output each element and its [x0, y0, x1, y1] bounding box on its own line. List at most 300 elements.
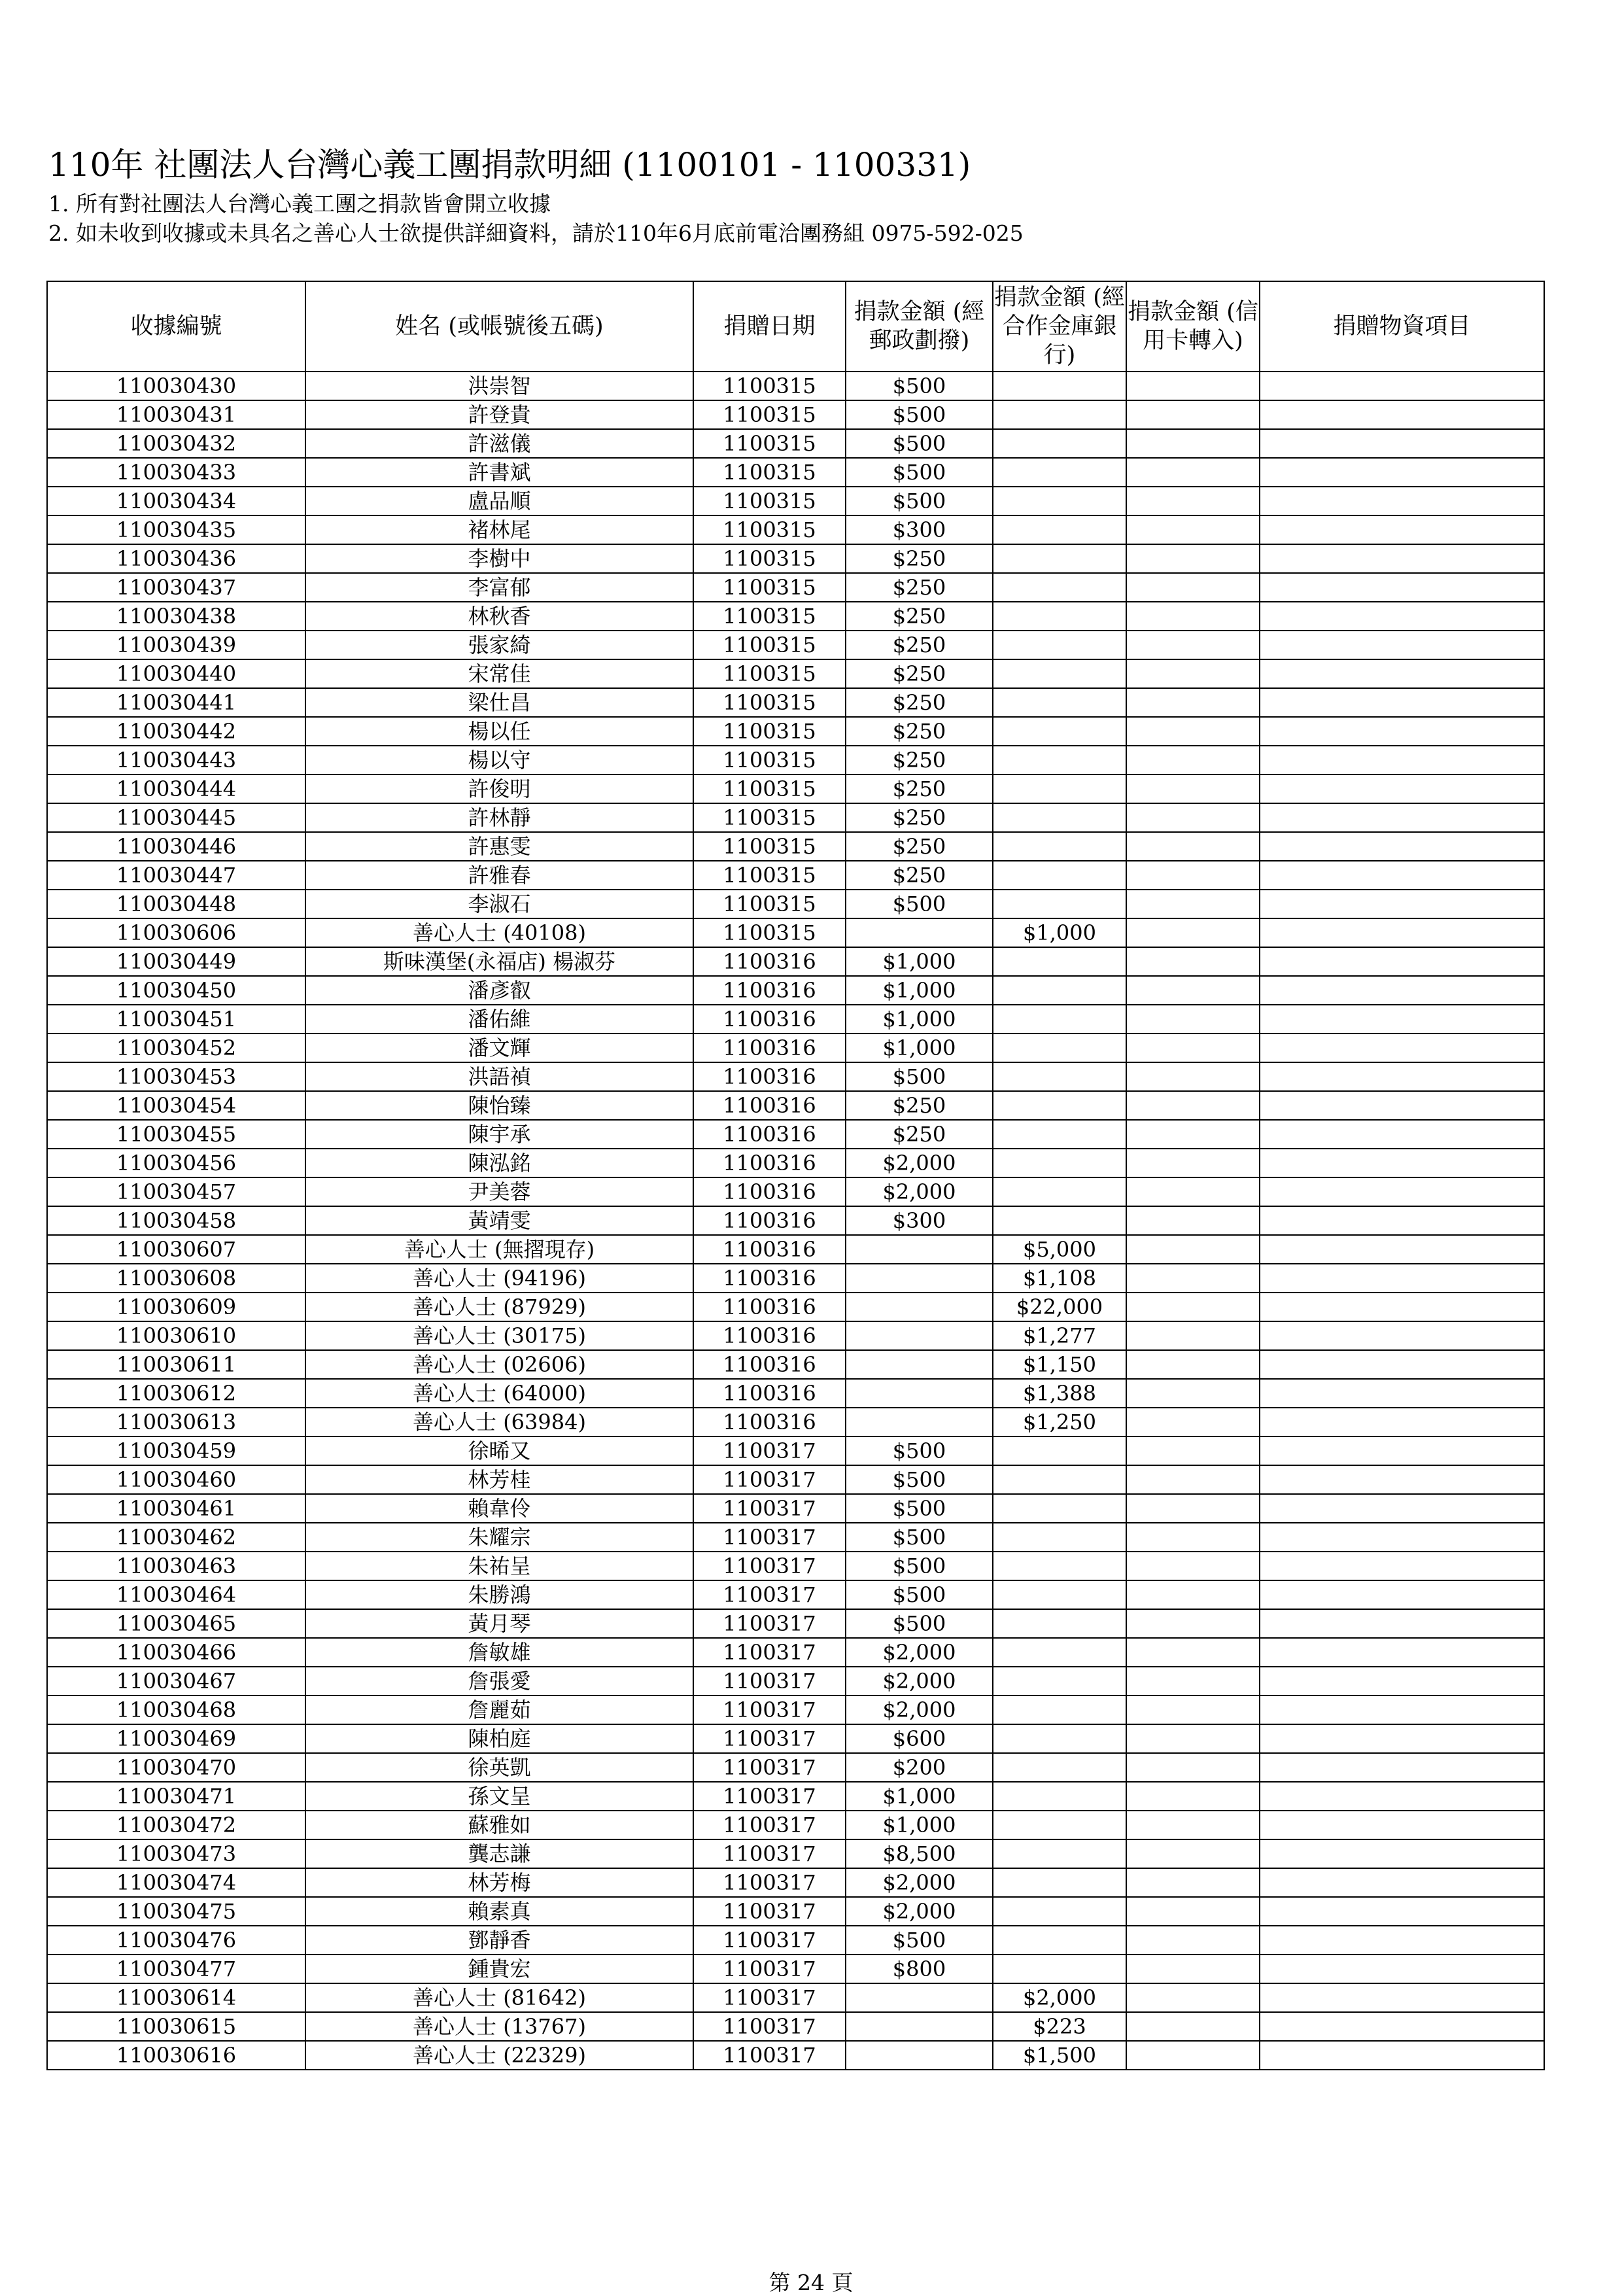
cell-date: 1100317 [693, 1523, 846, 1552]
table-row [47, 1782, 1544, 1811]
cell-receipt-no: 110030460 [47, 1465, 305, 1494]
cell-goods [1260, 1580, 1544, 1609]
cell-postal-amount [846, 1983, 993, 2012]
table-row [47, 890, 1544, 918]
cell-name: 朱勝鴻 [305, 1580, 693, 1609]
cell-credit-card-amount [1126, 458, 1260, 487]
cell-goods [1260, 429, 1544, 458]
cell-receipt-no: 110030615 [47, 2012, 305, 2041]
cell-credit-card-amount [1126, 717, 1260, 746]
cell-name: 徐英凱 [305, 1753, 693, 1782]
cell-postal-amount: $1,000 [846, 1034, 993, 1062]
cell-credit-card-amount [1126, 1523, 1260, 1552]
table-row [47, 1580, 1544, 1609]
cell-goods [1260, 631, 1544, 659]
cell-postal-amount: $500 [846, 458, 993, 487]
cell-credit-card-amount [1126, 1408, 1260, 1436]
table-row [47, 372, 1544, 400]
cell-date: 1100317 [693, 1811, 846, 1839]
cell-date: 1100317 [693, 1926, 846, 1955]
table-row [47, 1177, 1544, 1206]
cell-name: 龔志謙 [305, 1839, 693, 1868]
cell-credit-card-amount [1126, 1350, 1260, 1379]
cell-postal-amount: $250 [846, 602, 993, 631]
cell-name: 褚林尾 [305, 515, 693, 544]
cell-date: 1100316 [693, 1235, 846, 1264]
cell-date: 1100315 [693, 372, 846, 400]
cell-name: 陳怡臻 [305, 1091, 693, 1120]
cell-goods [1260, 1983, 1544, 2012]
cell-bank-amount: $22,000 [993, 1293, 1126, 1321]
cell-name: 尹美蓉 [305, 1177, 693, 1206]
cell-receipt-no: 110030456 [47, 1149, 305, 1177]
cell-date: 1100316 [693, 976, 846, 1005]
cell-name: 林芳梅 [305, 1868, 693, 1897]
cell-name: 許雅春 [305, 861, 693, 890]
cell-postal-amount: $500 [846, 1465, 993, 1494]
note-receipt: 1. 所有對社團法人台灣心義工團之捐款皆會開立收據 [48, 191, 551, 217]
cell-date: 1100317 [693, 1696, 846, 1724]
cell-receipt-no: 110030472 [47, 1811, 305, 1839]
cell-receipt-no: 110030434 [47, 487, 305, 515]
cell-postal-amount: $2,000 [846, 1667, 993, 1696]
cell-name: 楊以任 [305, 717, 693, 746]
cell-name: 潘佑維 [305, 1005, 693, 1034]
cell-credit-card-amount [1126, 1955, 1260, 1983]
cell-postal-amount: $500 [846, 1552, 993, 1580]
cell-credit-card-amount [1126, 400, 1260, 429]
table-row [47, 1436, 1544, 1465]
table-row [47, 1696, 1544, 1724]
table-row [47, 1264, 1544, 1293]
cell-date: 1100316 [693, 1120, 846, 1149]
cell-name: 許滋儀 [305, 429, 693, 458]
cell-date: 1100316 [693, 1034, 846, 1062]
cell-credit-card-amount [1126, 631, 1260, 659]
cell-bank-amount [993, 1206, 1126, 1235]
cell-bank-amount [993, 976, 1126, 1005]
cell-bank-amount [993, 1494, 1126, 1523]
column-header-postal-amount: 捐款金額 (經郵政劃撥) [846, 281, 993, 372]
donation-table [46, 281, 1545, 2070]
cell-postal-amount [846, 1293, 993, 1321]
table-row [47, 458, 1544, 487]
cell-bank-amount [993, 1091, 1126, 1120]
cell-name: 李富郁 [305, 573, 693, 602]
cell-credit-card-amount [1126, 746, 1260, 774]
cell-name: 許俊明 [305, 774, 693, 803]
cell-postal-amount: $500 [846, 372, 993, 400]
cell-credit-card-amount [1126, 659, 1260, 688]
cell-postal-amount [846, 2012, 993, 2041]
cell-credit-card-amount [1126, 688, 1260, 717]
cell-name: 洪語禎 [305, 1062, 693, 1091]
cell-credit-card-amount [1126, 372, 1260, 400]
cell-bank-amount: $1,388 [993, 1379, 1126, 1408]
cell-receipt-no: 110030476 [47, 1926, 305, 1955]
cell-receipt-no: 110030444 [47, 774, 305, 803]
table-row [47, 1638, 1544, 1667]
cell-postal-amount: $250 [846, 774, 993, 803]
cell-goods [1260, 1955, 1544, 1983]
table-row [47, 1897, 1544, 1926]
cell-postal-amount: $250 [846, 746, 993, 774]
table-row [47, 717, 1544, 746]
cell-receipt-no: 110030446 [47, 832, 305, 861]
cell-goods [1260, 1609, 1544, 1638]
cell-bank-amount [993, 1839, 1126, 1868]
cell-goods [1260, 1523, 1544, 1552]
cell-bank-amount [993, 1034, 1126, 1062]
cell-bank-amount [993, 1638, 1126, 1667]
cell-credit-card-amount [1126, 1034, 1260, 1062]
cell-goods [1260, 1839, 1544, 1868]
cell-receipt-no: 110030616 [47, 2041, 305, 2070]
cell-date: 1100316 [693, 1149, 846, 1177]
cell-postal-amount: $1,000 [846, 1811, 993, 1839]
cell-name: 賴韋伶 [305, 1494, 693, 1523]
cell-receipt-no: 110030463 [47, 1552, 305, 1580]
cell-goods [1260, 1206, 1544, 1235]
cell-goods [1260, 1667, 1544, 1696]
cell-credit-card-amount [1126, 1436, 1260, 1465]
cell-postal-amount: $1,000 [846, 1005, 993, 1034]
cell-receipt-no: 110030457 [47, 1177, 305, 1206]
cell-postal-amount: $250 [846, 573, 993, 602]
cell-receipt-no: 110030609 [47, 1293, 305, 1321]
cell-receipt-no: 110030452 [47, 1034, 305, 1062]
cell-date: 1100317 [693, 1465, 846, 1494]
cell-credit-card-amount [1126, 803, 1260, 832]
cell-date: 1100317 [693, 1955, 846, 1983]
table-row [47, 746, 1544, 774]
cell-postal-amount: $250 [846, 1091, 993, 1120]
cell-bank-amount [993, 1696, 1126, 1724]
cell-receipt-no: 110030606 [47, 918, 305, 947]
cell-bank-amount [993, 659, 1126, 688]
cell-name: 宋常佳 [305, 659, 693, 688]
cell-credit-card-amount [1126, 1235, 1260, 1264]
table-row [47, 1552, 1544, 1580]
cell-name: 許登貴 [305, 400, 693, 429]
cell-credit-card-amount [1126, 1811, 1260, 1839]
cell-receipt-no: 110030435 [47, 515, 305, 544]
cell-bank-amount [993, 1724, 1126, 1753]
cell-goods [1260, 2041, 1544, 2070]
cell-goods [1260, 1926, 1544, 1955]
cell-goods [1260, 1293, 1544, 1321]
cell-date: 1100317 [693, 2041, 846, 2070]
cell-name: 孫文呈 [305, 1782, 693, 1811]
table-row [47, 1724, 1544, 1753]
cell-goods [1260, 1753, 1544, 1782]
cell-name: 盧品順 [305, 487, 693, 515]
cell-name: 善心人士 (87929) [305, 1293, 693, 1321]
cell-goods [1260, 1264, 1544, 1293]
cell-credit-card-amount [1126, 890, 1260, 918]
cell-postal-amount [846, 1379, 993, 1408]
cell-goods [1260, 1465, 1544, 1494]
cell-date: 1100317 [693, 1868, 846, 1897]
cell-credit-card-amount [1126, 2012, 1260, 2041]
cell-goods [1260, 1494, 1544, 1523]
cell-name: 陳泓銘 [305, 1149, 693, 1177]
cell-name: 李樹中 [305, 544, 693, 573]
cell-date: 1100316 [693, 1177, 846, 1206]
cell-name: 善心人士 (81642) [305, 1983, 693, 2012]
cell-bank-amount [993, 573, 1126, 602]
cell-receipt-no: 110030471 [47, 1782, 305, 1811]
cell-goods [1260, 861, 1544, 890]
cell-postal-amount: $600 [846, 1724, 993, 1753]
cell-goods [1260, 1062, 1544, 1091]
cell-name: 林秋香 [305, 602, 693, 631]
cell-bank-amount [993, 774, 1126, 803]
cell-credit-card-amount [1126, 602, 1260, 631]
cell-receipt-no: 110030431 [47, 400, 305, 429]
cell-receipt-no: 110030448 [47, 890, 305, 918]
cell-receipt-no: 110030462 [47, 1523, 305, 1552]
cell-name: 黃靖雯 [305, 1206, 693, 1235]
cell-postal-amount: $2,000 [846, 1868, 993, 1897]
cell-postal-amount: $2,000 [846, 1177, 993, 1206]
cell-bank-amount: $1,000 [993, 918, 1126, 947]
table-row [47, 1926, 1544, 1955]
cell-postal-amount: $8,500 [846, 1839, 993, 1868]
cell-name: 梁仕昌 [305, 688, 693, 717]
cell-date: 1100316 [693, 1321, 846, 1350]
cell-date: 1100316 [693, 1293, 846, 1321]
cell-date: 1100317 [693, 1753, 846, 1782]
cell-name: 鍾貴宏 [305, 1955, 693, 1983]
cell-name: 許林靜 [305, 803, 693, 832]
cell-postal-amount: $300 [846, 1206, 993, 1235]
cell-goods [1260, 400, 1544, 429]
cell-postal-amount: $250 [846, 861, 993, 890]
cell-goods [1260, 573, 1544, 602]
cell-bank-amount: $5,000 [993, 1235, 1126, 1264]
cell-credit-card-amount [1126, 976, 1260, 1005]
cell-bank-amount [993, 1523, 1126, 1552]
cell-name: 李淑石 [305, 890, 693, 918]
cell-postal-amount: $1,000 [846, 1782, 993, 1811]
cell-credit-card-amount [1126, 2041, 1260, 2070]
cell-receipt-no: 110030430 [47, 372, 305, 400]
table-row [47, 1379, 1544, 1408]
table-row [47, 2012, 1544, 2041]
table-row [47, 515, 1544, 544]
cell-bank-amount [993, 832, 1126, 861]
cell-name: 善心人士 (30175) [305, 1321, 693, 1350]
cell-bank-amount [993, 631, 1126, 659]
cell-goods [1260, 1379, 1544, 1408]
cell-bank-amount [993, 1120, 1126, 1149]
cell-name: 林芳桂 [305, 1465, 693, 1494]
cell-name: 斯味漢堡(永福店) 楊淑芬 [305, 947, 693, 976]
table-header-row [47, 281, 1544, 372]
cell-credit-card-amount [1126, 918, 1260, 947]
cell-bank-amount [993, 1868, 1126, 1897]
cell-credit-card-amount [1126, 1638, 1260, 1667]
cell-receipt-no: 110030439 [47, 631, 305, 659]
cell-goods [1260, 1120, 1544, 1149]
cell-date: 1100316 [693, 1005, 846, 1034]
cell-goods [1260, 1005, 1544, 1034]
cell-credit-card-amount [1126, 861, 1260, 890]
cell-goods [1260, 1408, 1544, 1436]
table-row [47, 544, 1544, 573]
cell-date: 1100315 [693, 573, 846, 602]
cell-bank-amount [993, 1465, 1126, 1494]
cell-bank-amount: $2,000 [993, 1983, 1126, 2012]
cell-bank-amount [993, 1005, 1126, 1034]
cell-postal-amount: $250 [846, 688, 993, 717]
cell-bank-amount [993, 1580, 1126, 1609]
cell-date: 1100317 [693, 1667, 846, 1696]
cell-goods [1260, 1724, 1544, 1753]
cell-date: 1100317 [693, 2012, 846, 2041]
cell-bank-amount [993, 717, 1126, 746]
cell-bank-amount [993, 1926, 1126, 1955]
cell-name: 楊以守 [305, 746, 693, 774]
cell-receipt-no: 110030470 [47, 1753, 305, 1782]
cell-date: 1100315 [693, 602, 846, 631]
cell-goods [1260, 1638, 1544, 1667]
cell-credit-card-amount [1126, 515, 1260, 544]
cell-credit-card-amount [1126, 1091, 1260, 1120]
cell-name: 善心人士 (13767) [305, 2012, 693, 2041]
cell-postal-amount: $2,000 [846, 1897, 993, 1926]
cell-credit-card-amount [1126, 1552, 1260, 1580]
table-row [47, 1494, 1544, 1523]
table-row [47, 803, 1544, 832]
note-contact: 2. 如未收到收據或未具名之善心人士欲提供詳細資料，請於110年6月底前電洽團務組 0975-592-025 [48, 220, 1024, 246]
table-row [47, 1408, 1544, 1436]
cell-date: 1100316 [693, 1350, 846, 1379]
cell-name: 朱祐呈 [305, 1552, 693, 1580]
cell-goods [1260, 1868, 1544, 1897]
cell-postal-amount: $2,000 [846, 1696, 993, 1724]
table-row [47, 1753, 1544, 1782]
cell-bank-amount: $1,250 [993, 1408, 1126, 1436]
cell-name: 陳宇承 [305, 1120, 693, 1149]
cell-goods [1260, 1177, 1544, 1206]
cell-name: 朱耀宗 [305, 1523, 693, 1552]
table-row [47, 774, 1544, 803]
cell-receipt-no: 110030608 [47, 1264, 305, 1293]
cell-date: 1100316 [693, 1206, 846, 1235]
cell-credit-card-amount [1126, 544, 1260, 573]
cell-credit-card-amount [1126, 1293, 1260, 1321]
cell-bank-amount [993, 1609, 1126, 1638]
cell-receipt-no: 110030610 [47, 1321, 305, 1350]
cell-credit-card-amount [1126, 429, 1260, 458]
cell-date: 1100315 [693, 659, 846, 688]
table-row [47, 1523, 1544, 1552]
cell-receipt-no: 110030611 [47, 1350, 305, 1379]
cell-date: 1100317 [693, 1580, 846, 1609]
table-row [47, 631, 1544, 659]
cell-postal-amount [846, 918, 993, 947]
cell-name: 張家綺 [305, 631, 693, 659]
cell-receipt-no: 110030445 [47, 803, 305, 832]
column-header-name: 姓名 (或帳號後五碼) [305, 281, 693, 372]
cell-bank-amount [993, 429, 1126, 458]
cell-receipt-no: 110030465 [47, 1609, 305, 1638]
cell-bank-amount: $1,150 [993, 1350, 1126, 1379]
cell-date: 1100316 [693, 1091, 846, 1120]
cell-date: 1100317 [693, 1839, 846, 1868]
cell-date: 1100315 [693, 688, 846, 717]
cell-goods [1260, 774, 1544, 803]
table-row [47, 1667, 1544, 1696]
cell-goods [1260, 918, 1544, 947]
cell-bank-amount [993, 1955, 1126, 1983]
cell-credit-card-amount [1126, 1177, 1260, 1206]
cell-bank-amount [993, 602, 1126, 631]
cell-credit-card-amount [1126, 1062, 1260, 1091]
cell-postal-amount: $500 [846, 429, 993, 458]
cell-credit-card-amount [1126, 1120, 1260, 1149]
cell-goods [1260, 659, 1544, 688]
cell-name: 陳柏庭 [305, 1724, 693, 1753]
table-row [47, 1062, 1544, 1091]
cell-bank-amount [993, 372, 1126, 400]
cell-bank-amount [993, 544, 1126, 573]
cell-name: 詹張愛 [305, 1667, 693, 1696]
cell-date: 1100317 [693, 1724, 846, 1753]
cell-receipt-no: 110030458 [47, 1206, 305, 1235]
cell-goods [1260, 1436, 1544, 1465]
column-header-goods: 捐贈物資項目 [1260, 281, 1544, 372]
cell-postal-amount: $1,000 [846, 976, 993, 1005]
cell-credit-card-amount [1126, 1206, 1260, 1235]
cell-bank-amount [993, 688, 1126, 717]
cell-receipt-no: 110030449 [47, 947, 305, 976]
cell-receipt-no: 110030475 [47, 1897, 305, 1926]
cell-receipt-no: 110030443 [47, 746, 305, 774]
cell-date: 1100315 [693, 746, 846, 774]
cell-name: 洪崇智 [305, 372, 693, 400]
cell-date: 1100315 [693, 774, 846, 803]
cell-postal-amount: $500 [846, 1523, 993, 1552]
cell-receipt-no: 110030613 [47, 1408, 305, 1436]
cell-name: 黃月琴 [305, 1609, 693, 1638]
cell-date: 1100315 [693, 803, 846, 832]
cell-postal-amount [846, 1235, 993, 1264]
cell-credit-card-amount [1126, 1465, 1260, 1494]
cell-postal-amount: $800 [846, 1955, 993, 1983]
cell-date: 1100317 [693, 1436, 846, 1465]
cell-postal-amount: $500 [846, 1926, 993, 1955]
cell-credit-card-amount [1126, 1580, 1260, 1609]
table-row [47, 659, 1544, 688]
cell-postal-amount: $500 [846, 1436, 993, 1465]
cell-name: 鄧靜香 [305, 1926, 693, 1955]
cell-date: 1100315 [693, 429, 846, 458]
cell-postal-amount [846, 2041, 993, 2070]
cell-receipt-no: 110030450 [47, 976, 305, 1005]
cell-postal-amount: $250 [846, 832, 993, 861]
cell-bank-amount: $223 [993, 2012, 1126, 2041]
column-header-credit-card-amount: 捐款金額 (信用卡轉入) [1126, 281, 1260, 372]
table-row [47, 400, 1544, 429]
cell-receipt-no: 110030473 [47, 1839, 305, 1868]
cell-receipt-no: 110030433 [47, 458, 305, 487]
table-row [47, 1868, 1544, 1897]
cell-name: 善心人士 (無摺現存) [305, 1235, 693, 1264]
cell-receipt-no: 110030438 [47, 602, 305, 631]
